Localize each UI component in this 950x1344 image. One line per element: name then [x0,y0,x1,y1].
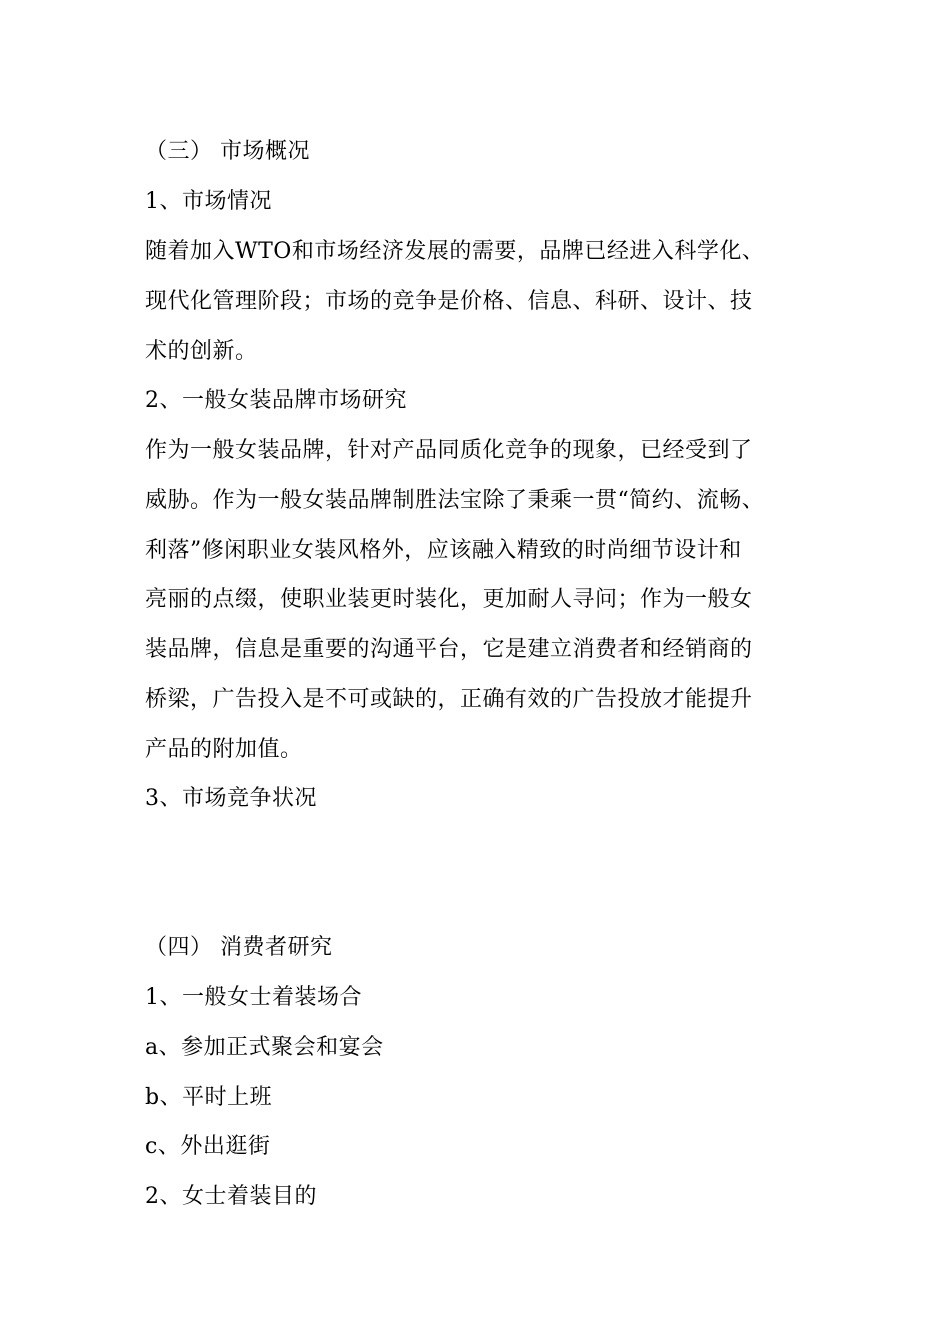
section-4-heading: （四） 消费者研究 [145,935,333,960]
section-3-item-3-title: 3、市场竞争状况 [145,786,317,811]
section-3-item-1-para-line-3: 术的创新。 [145,339,258,364]
section-3-item-2-para-line-7: 产品的附加值。 [145,737,303,762]
section-4-item-1-title: 1、一般女士着装场合 [145,985,362,1010]
section-4-item-1-option-c: c、外出逛街 [145,1134,271,1159]
section-4-item-1-option-b: b、平时上班 [145,1085,273,1110]
section-3-item-2-para-line-4: 亮丽的点缀，使职业装更时装化，更加耐人寻问；作为一般女 [145,587,753,612]
section-3-item-2-para-line-5: 装品牌，信息是重要的沟通平台，它是建立消费者和经销商的 [145,637,753,662]
section-3-item-2-title: 2、一般女装品牌市场研究 [145,388,407,413]
section-3-heading: （三） 市场概况 [145,139,310,164]
section-3-item-1-para-line-2: 现代化管理阶段；市场的竞争是价格、信息、科研、设计、技 [145,289,753,314]
section-3-item-1-para-line-1: 随着加入WTO和市场经济发展的需要，品牌已经进入科学化、 [145,239,765,264]
section-3-item-2-para-line-2: 威胁。作为一般女装品牌制胜法宝除了秉乘一贯“简约、流畅、 [145,488,765,513]
section-3-item-2-para-line-6: 桥梁，广告投入是不可或缺的，正确有效的广告投放才能提升 [145,687,753,712]
section-3-item-1-title: 1、市场情况 [145,189,272,214]
section-3-item-2-para-line-3: 利落”修闲职业女装风格外，应该融入精致的时尚细节设计和 [145,538,742,563]
section-3-item-2-para-line-1: 作为一般女装品牌，针对产品同质化竞争的现象，已经受到了 [145,438,753,463]
section-4-item-1-option-a: a、参加正式聚会和宴会 [145,1035,384,1060]
section-4-item-2-title: 2、女士着装目的 [145,1184,317,1209]
